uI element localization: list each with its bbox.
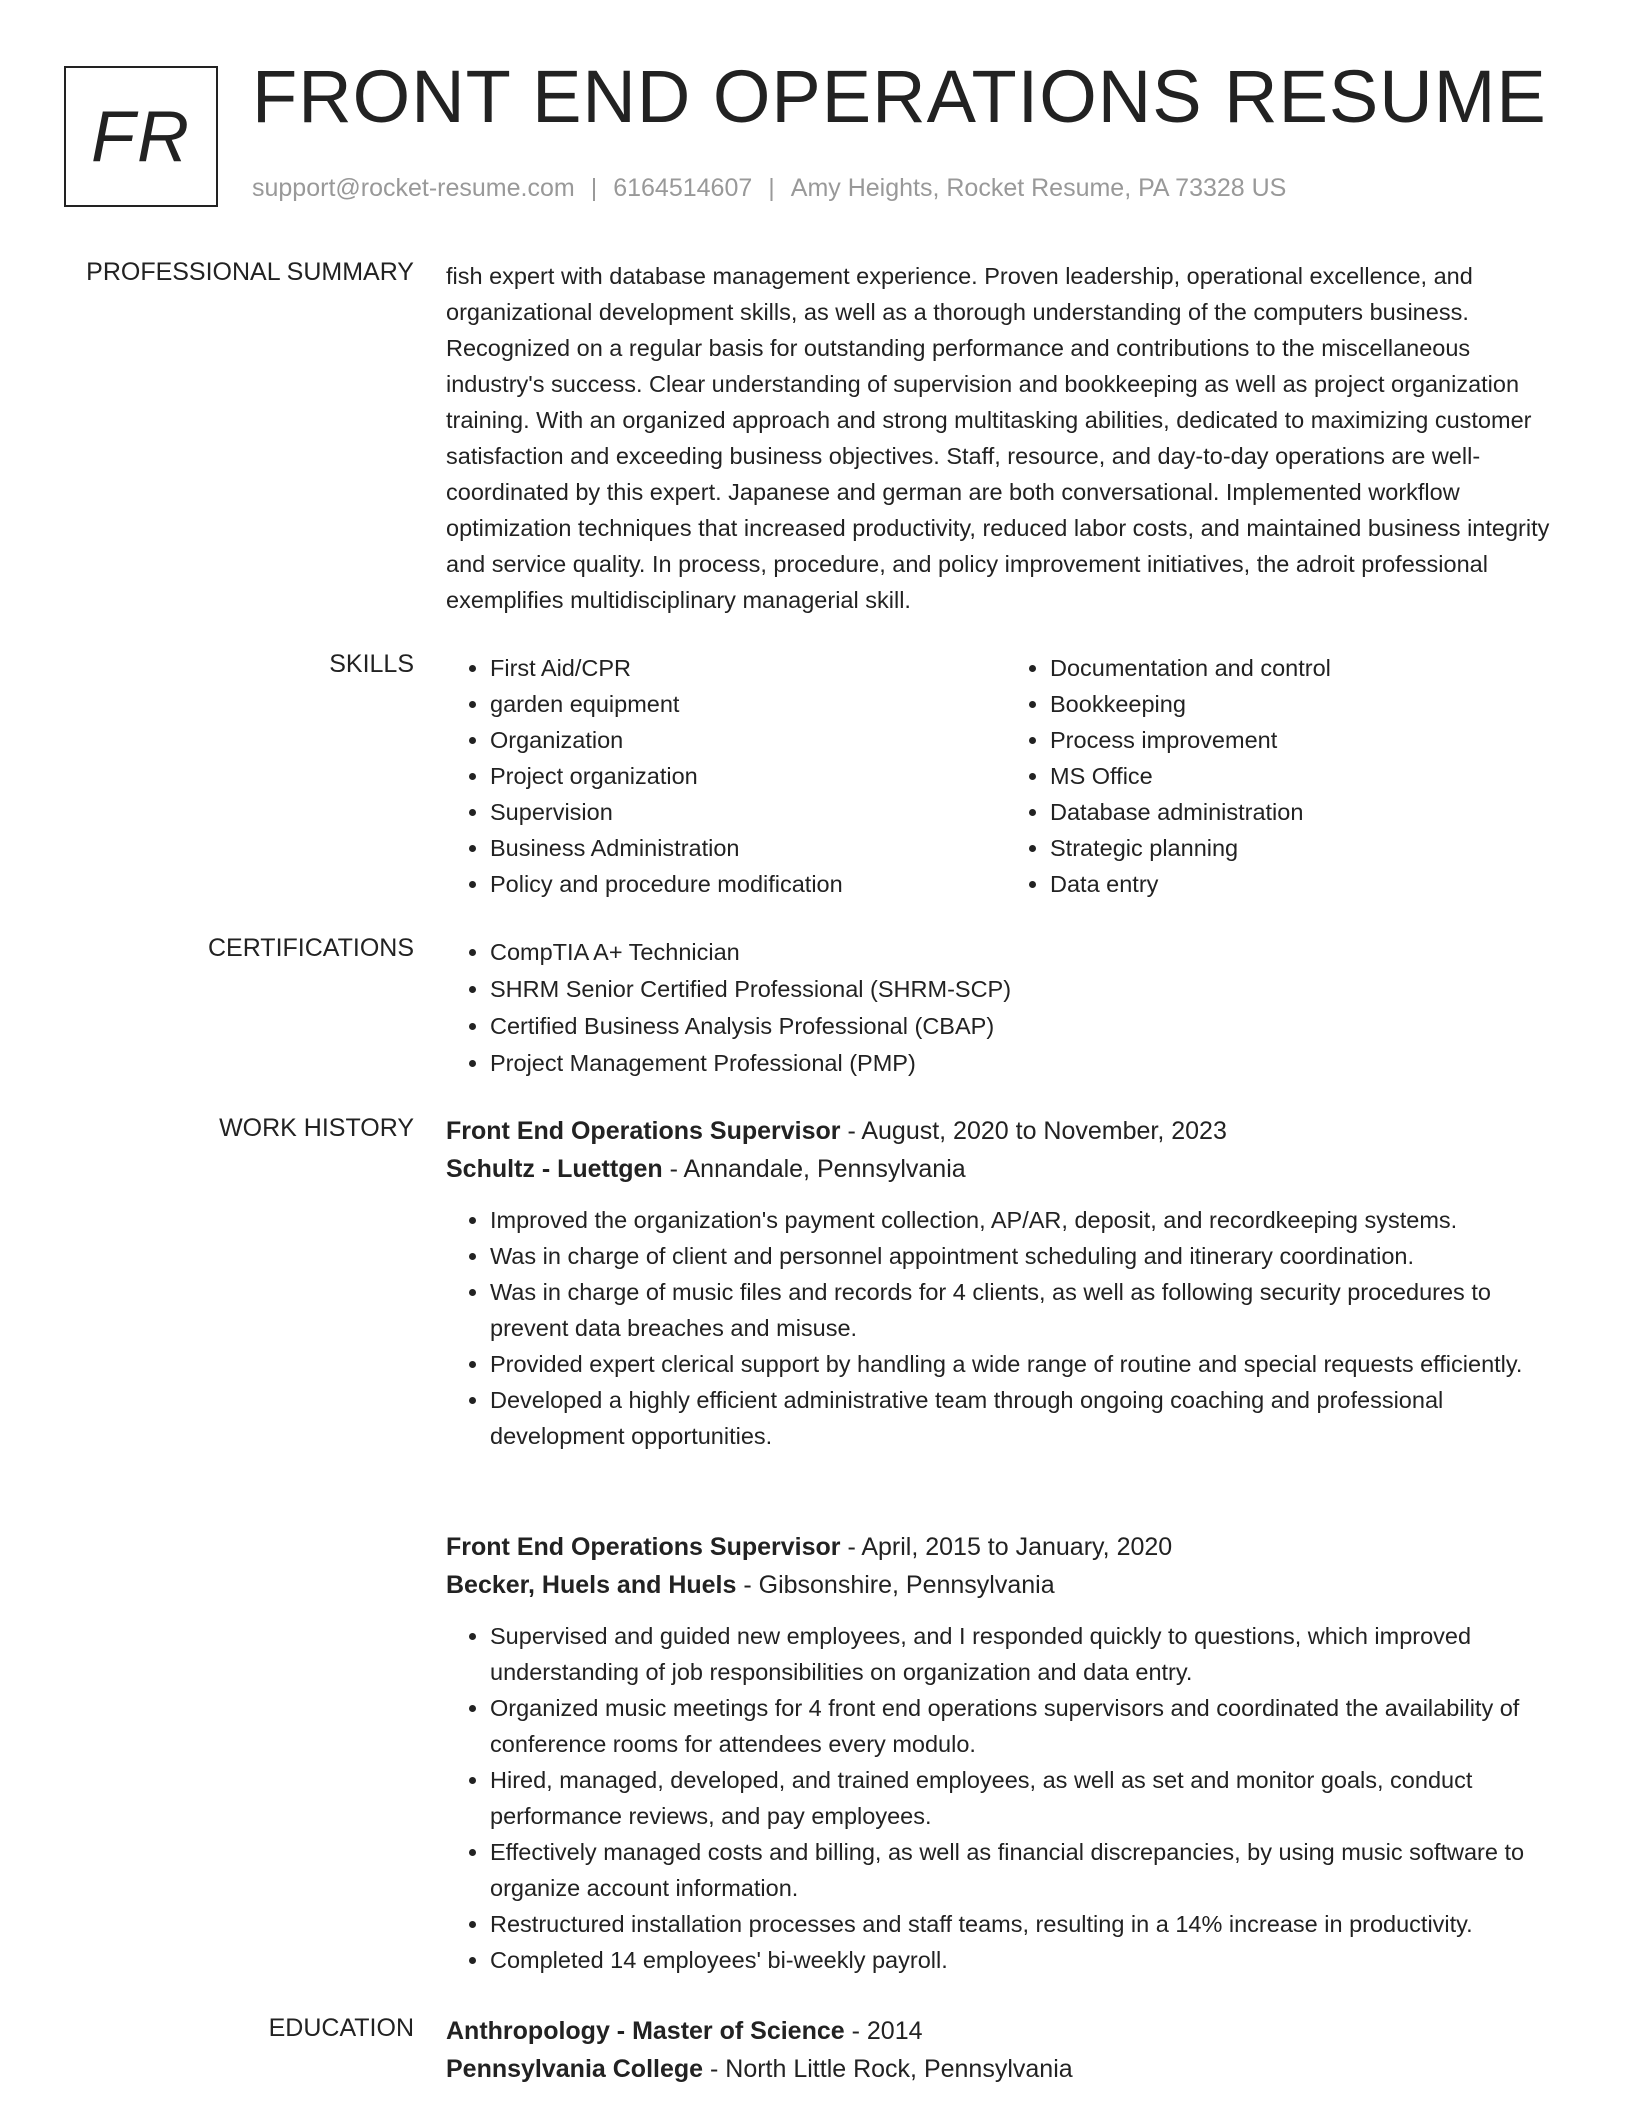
job-bullets [446, 1618, 1566, 1978]
skill-item: • Strategic planning [1050, 830, 1566, 866]
skill-item: • Documentation and control [1050, 650, 1566, 686]
certification-item: • Project Management Professional (PMP) [490, 1045, 1566, 1082]
skill-item: • garden equipment [490, 686, 1006, 722]
job-dates: - August, 2020 to November, 2023 [840, 1117, 1227, 1145]
skill-item: • Policy and procedure modification [490, 866, 1006, 902]
certification-item: • SHRM Senior Certified Professional (SHRM-SCP) [490, 971, 1566, 1008]
job-bullet: • Was in charge of client and personnel appointment scheduling and itinerary coordination. [490, 1238, 1566, 1274]
job-title-line [446, 1112, 1566, 1150]
skill-item: • Project organization [490, 758, 1006, 794]
job-dates: - April, 2015 to January, 2020 [840, 1533, 1173, 1561]
contact-separator: | [768, 174, 775, 202]
job-location: - Annandale, Pennsylvania [662, 1155, 966, 1183]
contact-email[interactable]: support@rocket-resume.com [252, 174, 575, 202]
job-company-line [446, 1566, 1566, 1604]
contact-line [252, 174, 1286, 203]
job-title: Front End Operations Supervisor [446, 1533, 841, 1561]
skills-list [446, 650, 1566, 902]
skill-item: • Data entry [1050, 866, 1566, 902]
job-bullet: • Provided expert clerical support by handling a wide range of routine and special requests efficiently. [490, 1346, 1566, 1382]
summary-text: fish expert with database management experience. Proven leadership, operational excellence, and organizational development skills, as well as a thorough understanding of the computers business. Recognized on a regular basis for outstanding performance and contributions to the miscellaneous industry's success. Clear understanding of supervision and bookkeeping as well as project organization training. With an organized approach and strong multitasking abilities, dedicated to maximizing customer satisfaction and exceeding business objectives. Staff, resource, and day-to-day operations are well-coordinated by this expert. Japanese and german are both conversational. Implemented workflow optimization techniques that increased productivity, reduced labor costs, and maintained business integrity and service quality. In process, procedure, and policy improvement initiatives, the adroit professional exemplifies multidisciplinary managerial skill. [446, 263, 1550, 613]
skills-column-left [446, 650, 1006, 902]
job-entry [446, 1528, 1566, 1978]
job-bullet: • Supervised and guided new employees, and I responded quickly to questions, which improved understanding of job responsibilities on organization and data entry. [490, 1618, 1566, 1690]
section-label-education: EDUCATION [268, 2014, 414, 2042]
certification-item: • Certified Business Analysis Professional (CBAP) [490, 1008, 1566, 1045]
section-label-certifications: CERTIFICATIONS [207, 934, 414, 962]
section-label-summary: PROFESSIONAL SUMMARY [86, 258, 414, 286]
certification-item: • CompTIA A+ Technician [490, 934, 1566, 971]
job-bullets [446, 1202, 1566, 1454]
job-title: Front End Operations Supervisor [446, 1117, 841, 1145]
skill-item: • Organization [490, 722, 1006, 758]
education-location: - North Little Rock, Pennsylvania [703, 2055, 1073, 2083]
job-bullet: • Hired, managed, developed, and trained employees, as well as set and monitor goals, conduct performance reviews, and pay employees. [490, 1762, 1566, 1834]
skills-column-right [1006, 650, 1566, 902]
job-company-line [446, 1150, 1566, 1188]
education-degree: Anthropology - Master of Science [446, 2017, 845, 2045]
contact-separator: | [590, 174, 598, 202]
education-school-line [446, 2050, 1566, 2088]
job-company: Schultz - Luettgen [446, 1155, 663, 1183]
job-bullet: • Developed a highly efficient administrative team through ongoing coaching and professional development opportunities. [490, 1382, 1566, 1454]
page-title: FRONT END OPERATIONS RESUME [252, 55, 1547, 138]
contact-address: Amy Heights, Rocket Resume, PA 73328 US [790, 174, 1287, 202]
section-label-work-history: WORK HISTORY [219, 1114, 414, 1142]
job-bullet: • Organized music meetings for 4 front end operations supervisors and coordinated the availability of conference rooms for attendees every modulo. [490, 1690, 1566, 1762]
monogram-logo: FR [64, 66, 218, 207]
skill-item: • Database administration [1050, 794, 1566, 830]
job-bullet: • Improved the organization's payment collection, AP/AR, deposit, and recordkeeping systems. [490, 1202, 1566, 1238]
education-school: Pennsylvania College [446, 2055, 704, 2083]
job-company: Becker, Huels and Huels [446, 1571, 737, 1599]
skill-item: • Business Administration [490, 830, 1006, 866]
job-bullet: • Was in charge of music files and records for 4 clients, as well as following security procedures to prevent data breaches and misuse. [490, 1274, 1566, 1346]
skill-item: • First Aid/CPR [490, 650, 1006, 686]
certifications-list [446, 934, 1566, 1082]
skill-item: • MS Office [1050, 758, 1566, 794]
education-entry [446, 2012, 1566, 2088]
contact-phone: 6164514607 [613, 174, 753, 202]
job-entry [446, 1112, 1566, 1454]
education-degree-line [446, 2012, 1566, 2050]
skill-item: • Process improvement [1050, 722, 1566, 758]
job-bullet: • Effectively managed costs and billing, as well as financial discrepancies, by using music software to organize account information. [490, 1834, 1566, 1906]
education-year: - 2014 [844, 2017, 923, 2045]
job-location: - Gibsonshire, Pennsylvania [736, 1571, 1055, 1599]
job-title-line [446, 1528, 1566, 1566]
section-label-skills: SKILLS [329, 650, 414, 678]
job-bullet: • Completed 14 employees' bi-weekly payroll. [490, 1942, 1566, 1978]
job-bullet: • Restructured installation processes and staff teams, resulting in a 14% increase in productivity. [490, 1906, 1566, 1942]
skill-item: • Bookkeeping [1050, 686, 1566, 722]
skill-item: • Supervision [490, 794, 1006, 830]
